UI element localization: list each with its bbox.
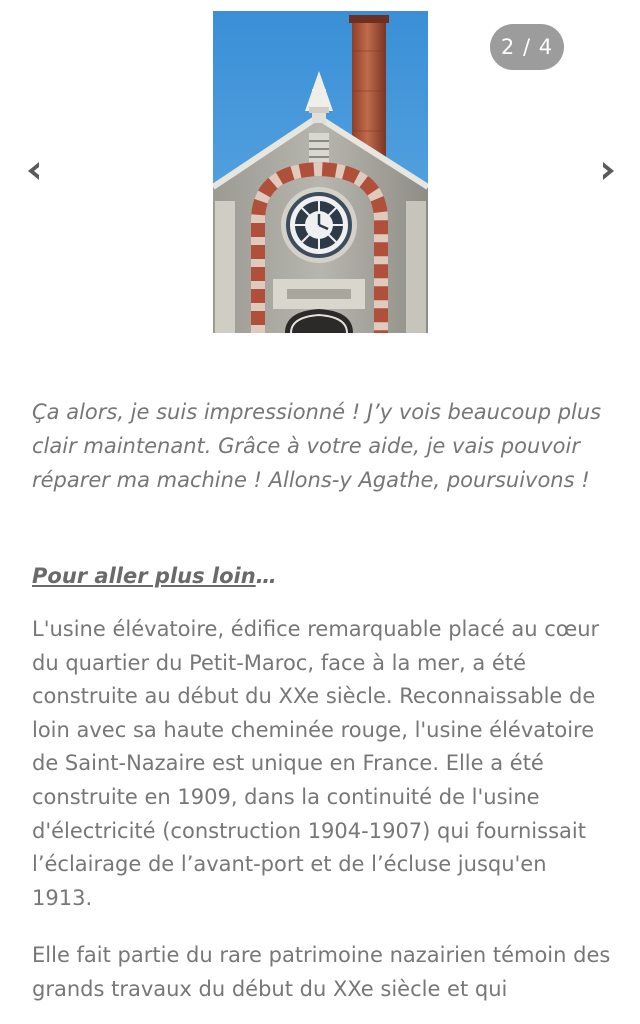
slide-counter-total: 4 (538, 35, 554, 59)
chevron-left-icon (25, 160, 41, 182)
slide-counter (490, 24, 564, 70)
gallery-photo[interactable] (213, 11, 428, 333)
further-reading-link[interactable]: Pour aller plus loin (32, 564, 256, 588)
slide-counter-current: 2 (500, 35, 516, 59)
character-quote: Ça alors, je suis impressionné ! J’y vois beaucoup plus clair maintenant. Grâce à votre aide, je vais pouvoir réparer ma machine ! Allons-y Agathe, poursuivons ! (32, 400, 602, 492)
chevron-right-icon (601, 160, 617, 182)
article-paragraph: L'usine élévatoire, édifice remarquable placé au cœur du quartier du Petit-Maroc, face à la mer, a été construite au début du XXe siècle. Reconnaissable de loin avec sa haute cheminée rouge, l'usine élévatoire de Saint-Nazaire est unique en France. Elle a été construite en 1909, dans la continuité de l'usine d'électricité (construction 1904-1907) qui fournissait l’éclairage de l’avant-port et de l’écluse jusqu'en 1913. (32, 617, 600, 910)
slide-counter-separator: / (522, 35, 532, 59)
article-paragraph: Elle fait partie du rare patrimoine nazairien témoin des grands travaux du début du XXe siècle et qui (32, 943, 611, 1001)
further-reading-heading (32, 559, 612, 593)
next-slide-button[interactable] (595, 156, 623, 186)
article-content (32, 395, 612, 1007)
image-gallery (0, 0, 640, 345)
further-reading-ellipsis: … (255, 564, 277, 588)
previous-slide-button[interactable] (19, 156, 47, 186)
building-photo-icon (213, 11, 428, 333)
